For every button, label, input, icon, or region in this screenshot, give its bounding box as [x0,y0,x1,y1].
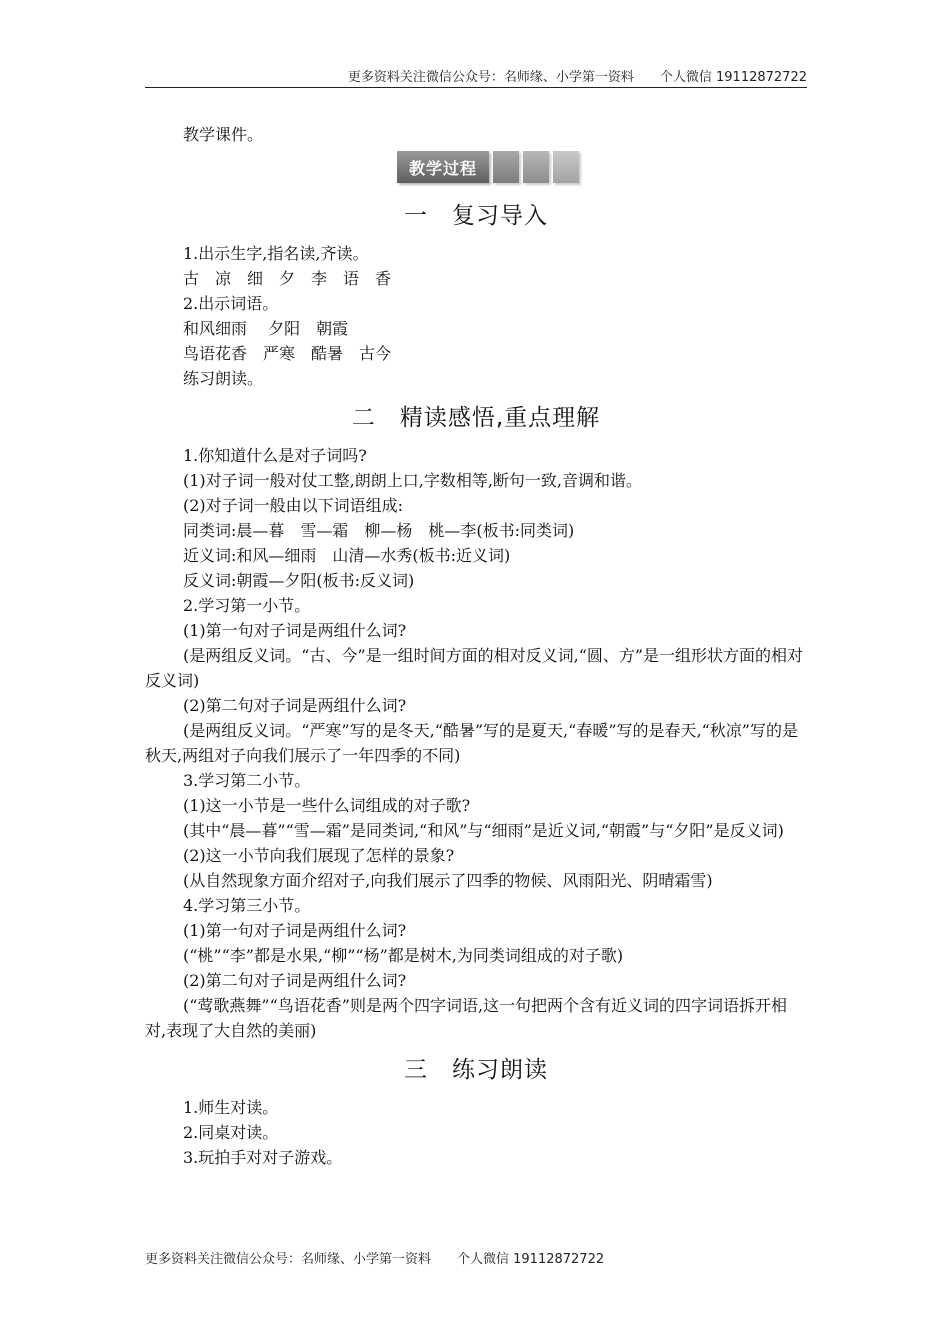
text-line: (从自然现象方面介绍对子,向我们展示了四季的物候、风雨阳光、阴晴霜雪) [183,871,713,890]
text-line: 和风细雨 夕阳 朝霞 [183,319,349,338]
section-close-reading [145,403,807,1043]
text-line: 3.学习第二小节。 [183,771,311,790]
text-line: (“莺歌燕舞”“鸟语花香”则是两个四字词语,这一句把两个含有近义词的四字词语拆开相对,表现了大自然的美丽) [145,996,788,1040]
text-line: 1.师生对读。 [183,1098,279,1117]
section-title: 二 精读感悟,重点理解 [351,405,601,431]
text-line: (是两组反义词。“古、今”是一组时间方面的相对反义词,“圆、方”是一组形状方面的相对反义词) [145,646,804,690]
page-header: 更多资料关注微信公众号：名师缘、小学第一资料 个人微信 19112872722 [347,70,807,85]
text-line: 1.你知道什么是对子词吗? [183,446,367,465]
text-line: 3.玩拍手对对子游戏。 [183,1148,343,1167]
section-title: 一 复习导入 [404,203,548,229]
document-body [145,122,807,1170]
teaching-process-banner [145,149,807,189]
banner-decor-square [553,151,579,183]
banner-label: 教学过程 [397,151,489,183]
text-line: 反义词:朝霞—夕阳(板书:反义词) [183,571,415,590]
text-line: 鸟语花香 严寒 酷暑 古今 [183,344,392,363]
text-line: 近义词:和风—细雨 山清—水秀(板书:近义词) [183,546,511,565]
text-line: (2)第二句对子词是两组什么词? [183,971,407,990]
text-line: (其中“晨—暮”“雪—霜”是同类词,“和风”与“细雨”是近义词,“朝霞”与“夕阳”是反义词) [183,821,784,840]
text-line: (2)对子词一般由以下词语组成: [183,496,404,515]
text-line: (2)这一小节向我们展现了怎样的景象? [183,846,455,865]
text-line: 同类词:晨—暮 雪—霜 柳—杨 桃—李(板书:同类词) [183,521,575,540]
text-line: 2.出示词语。 [183,294,279,313]
text-line: (2)第二句对子词是两组什么词? [183,696,407,715]
header-divider [145,87,807,88]
text-line: 1.出示生字,指名读,齐读。 [183,244,369,263]
section-practice-reading [145,1055,807,1170]
intro-line: 教学课件。 [183,125,264,144]
text-line: (1)第一句对子词是两组什么词? [183,621,407,640]
text-line: 4.学习第三小节。 [183,896,311,915]
section-title: 三 练习朗读 [404,1057,548,1083]
text-line: (是两组反义词。“严寒”写的是冬天,“酷暑”写的是夏天,“春暖”写的是春天,“秋凉”写的是秋天,两组对子向我们展示了一年四季的不同) [145,721,798,765]
text-line: 练习朗读。 [183,369,264,388]
banner-decor-square [493,151,519,183]
text-line: (“桃”“李”都是水果,“柳”“杨”都是树木,为同类词组成的对子歌) [183,946,624,965]
page-footer: 更多资料关注微信公众号：名师缘、小学第一资料 个人微信 19112872722 [145,1252,605,1267]
text-line: (1)这一小节是一些什么词组成的对子歌? [183,796,471,815]
text-line: (1)第一句对子词是两组什么词? [183,921,407,940]
text-line: 2.学习第一小节。 [183,596,311,615]
text-line: (1)对子词一般对仗工整,朗朗上口,字数相等,断句一致,音调和谐。 [183,471,643,490]
section-review [145,201,807,391]
banner-decor-square [523,151,549,183]
text-line: 2.同桌对读。 [183,1123,279,1142]
text-line: 古 凉 细 夕 李 语 香 [183,269,392,288]
